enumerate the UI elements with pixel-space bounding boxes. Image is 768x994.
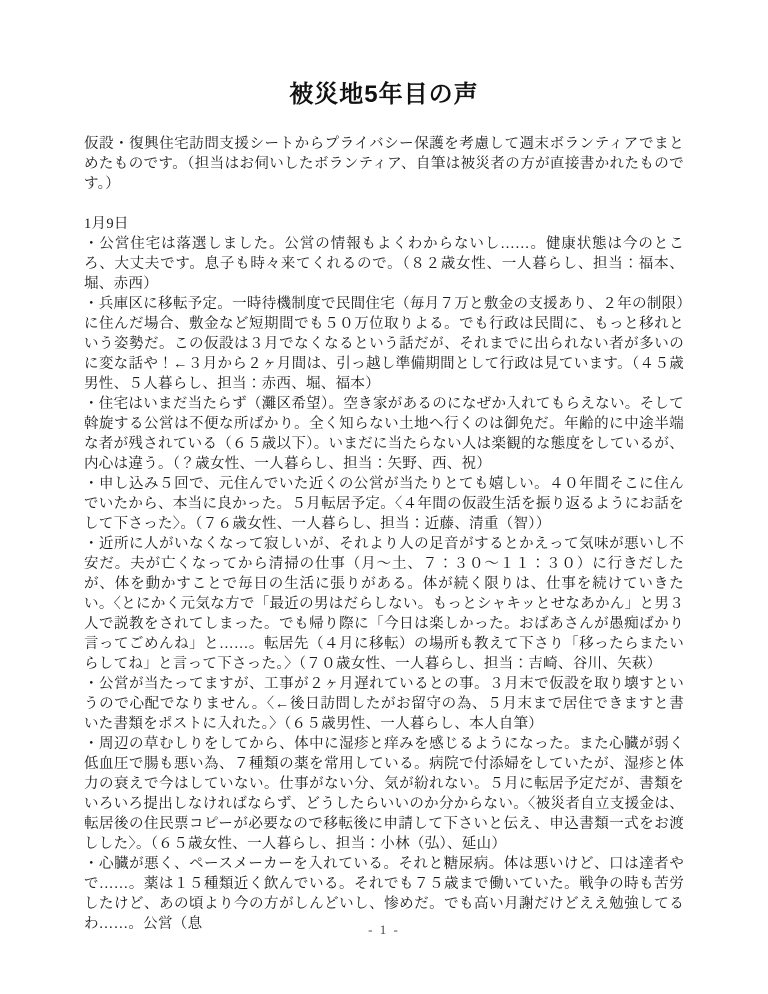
entry-paragraph: ・公営が当たってますが、工事が２ヶ月遅れているとの事。３月末で仮設を取り壊すというので心配でなりません。〈←後日訪問したがお留守の為、５月末まで居住できますと書いた書類をポストに入れた。〉（６５歳男性、一人暮らし、本人自筆）: [84, 676, 684, 732]
date-heading: 1月9日: [84, 216, 129, 232]
intro-paragraph: 仮設・復興住宅訪問支援シートからプライバシー保護を考慮して週末ボランティアでまとめたものです。（担当はお伺いしたボランティア、自筆は被災者の方が直接書かれたものです。）: [84, 136, 684, 192]
entry-list: [84, 234, 684, 934]
entry-paragraph: ・兵庫区に移転予定。一時待機制度で民間住宅（毎月７万と敷金の支援あり、２年の制限）に住んだ場合、敷金など短期間でも５０万位取りよる。でも行政は民間に、もっと移れという姿勢だ。この仮設は３月でなくなるという話だが、それまでに出られない者が多いのに変な話や！←３月から２ヶ月間は、引っ越し準備期間として行政は見ています。（４５歳男性、５人暮らし、担当：赤西、堀、福本）: [84, 296, 684, 392]
page-title: 被災地5年目の声: [289, 81, 479, 108]
entry-paragraph: ・公営住宅は落選しました。公営の情報もよくわからないし……。健康状態は今のところ、大丈夫です。息子も時々来てくれるので。（８２歳女性、一人暮らし、担当：福本、堀、赤西）: [84, 236, 684, 292]
entry-paragraph: ・申し込み５回で、元住んでいた近くの公営が当たりとても嬉しい。４０年間そこに住んでいたから、本当に良かった。５月転居予定。〈４年間の仮設生活を振り返るようにお話をして下さった〉。（７６歳女性、一人暮らし、担当：近藤、清重（智））: [84, 476, 684, 532]
entry-paragraph: ・近所に人がいなくなって寂しいが、それより人の足音がするとかえって気味が悪いし不安だ。夫が亡くなってから清掃の仕事（月～土、７：３０～１１：３０）に行きだしたが、体を動かすことで毎日の生活に張りがある。体が続く限りは、仕事を続けていきたい。〈とにかく元気な方で「最近の男はだらしない。もっとシャキッとせなあかん」と男３人で説教をされてしまった。でも帰り際に「今日は楽しかった。おばあさんが愚痴ばかり言ってごめんね」と……。転居先（４月に移転）の場所も教えて下さり「移ったらまたいらしてね」と言って下さった。〉（７０歳女性、一人暮らし、担当：吉崎、谷川、矢萩）: [84, 536, 684, 672]
entry-paragraph: ・住宅はいまだ当たらず（灘区希望）。空き家があるのになぜか入れてもらえない。そして斡旋する公営は不便な所ばかり。全く知らない土地へ行くのは御免だ。年齢的に中途半端な者が残されている（６５歳以下）。いまだに当たらない人は楽観的な態度をしているが、内心は違う。（？歳女性、一人暮らし、担当：矢野、西、祝）: [84, 396, 684, 472]
entry-paragraph: ・周辺の草むしりをしてから、体中に湿疹と痒みを感じるようになった。また心臓が弱く低血圧で腸も悪い為、７種類の薬を常用している。病院で付添婦をしていたが、湿疹と体力の衰えで今はしていない。仕事がない分、気が紛れない。５月に転居予定だが、書類をいろいろ提出しなければならず、どうしたらいいのか分からない。〈被災者自立支援金は、転居後の住民票コピーが必要なので移転後に申請して下さいと伝え、申込書類一式をお渡しした〉。（６５歳女性、一人暮らし、担当：小林（弘）、延山）: [84, 736, 684, 852]
entry-paragraph: ・心臓が悪く、ペースメーカーを入れている。それと糖尿病。体は悪いけど、口は達者やで……。薬は１５種類近く飲んでいる。それでも７５歳まで働いていた。戦争の時も苦労したけど、あの頃より今の方がしんどいし、惨めだ。でも高い月謝だけどええ勉強してるわ……。公営（息: [84, 856, 684, 932]
page-number: - 1 -: [368, 922, 400, 937]
